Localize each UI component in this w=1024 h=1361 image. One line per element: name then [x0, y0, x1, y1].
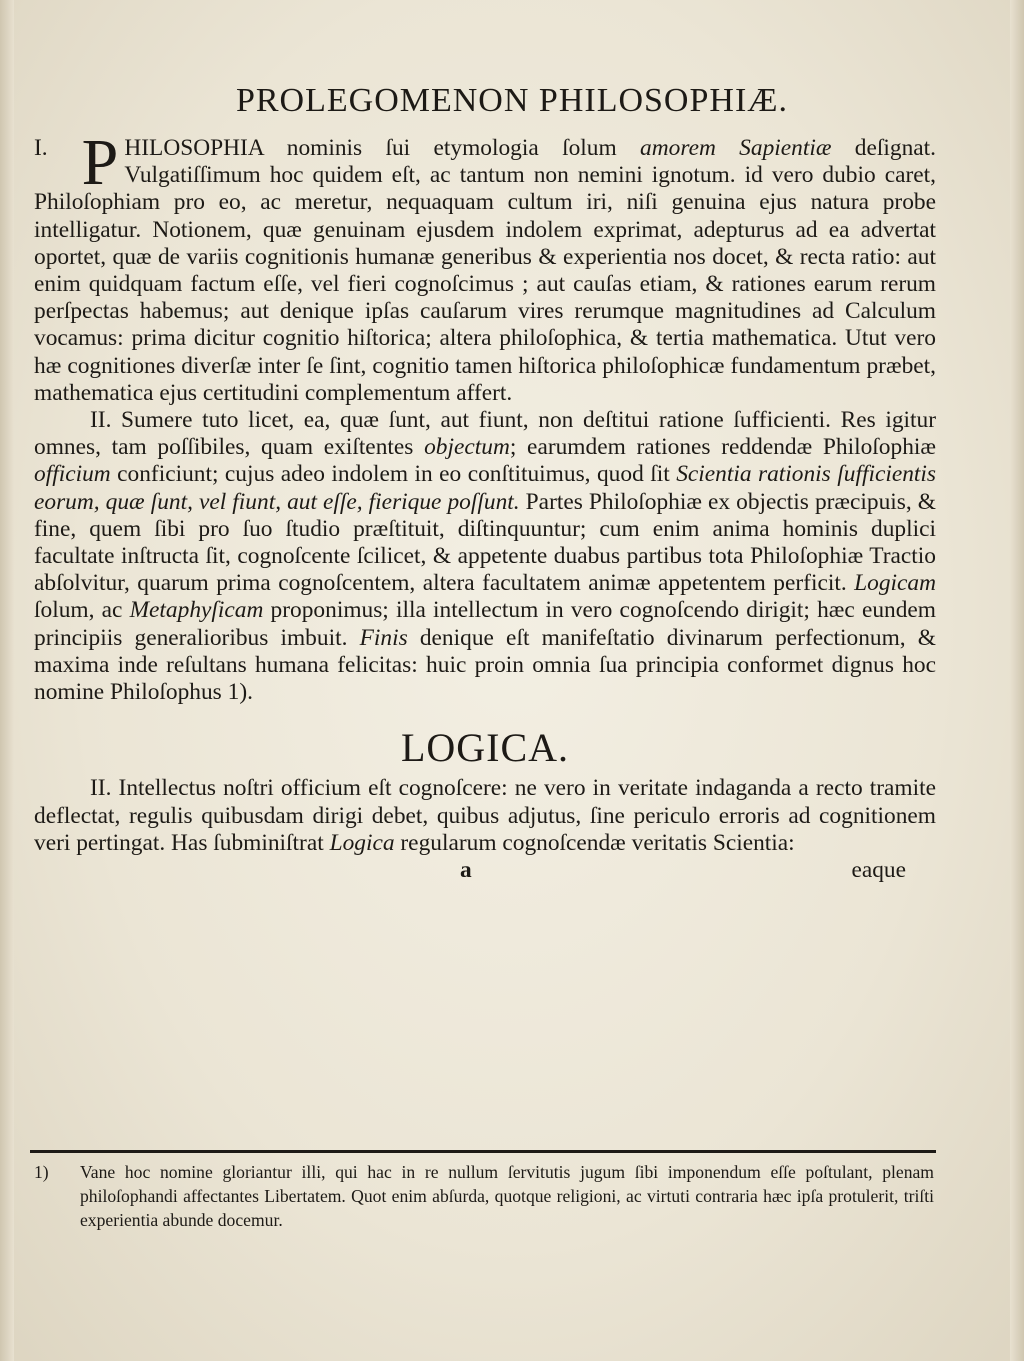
emphasis-logicam: Logicam	[854, 570, 936, 597]
page-title: PROLEGOMENON PHILOSOPHIÆ.	[235, 82, 789, 119]
catchword-line	[34, 857, 936, 884]
paragraph-1-text: deſignat. Vulgatiſſimum hoc quidem eſt, ac tantum non nemini ignotum. id vero dubio caret, Philoſophiam pro eo, ac meretur, nequaquam cultum iri, niſi genuina ejus natura probe intelligatur. Notionem, quæ genuinam ejusdem indolem exprimat, adepturus ad ea advertat oportet, quæ de variis cognitionis humanæ generibus & experientia nos docet, & recta ratio: aut enim quidquam factum eſſe, vel fieri cognoſcimus ; aut cauſas etiam, & rationes earum rerum perſpectas habemus; aut denique ipſas cauſarum vires rerumque magnitudines ad Calculum vocamus: prima dicitur cognitio hiſtorica; altera philoſophica, & tertia mathematica. Utut vero hæ cognitiones diverſæ inter ſe ſint, cognitio tamen hiſtorica philoſophicæ fundamentum præbet, mathematica ejus certitudini complementum affert.	[34, 135, 936, 406]
paragraph-3	[34, 775, 936, 857]
paragraph-2-text-b: ; earumdem rationes reddendæ Philoſophiæ	[509, 434, 936, 461]
drop-cap: P	[81, 126, 119, 199]
paragraph-2-text-g: denique eſt manifeſtatio divinarum perfectionum, & maxima inde reſultans humana felicitas: huic proin omnia ſua principia conformet dignus hoc nomine Philoſophus 1).	[34, 624, 936, 706]
main-text	[34, 126, 937, 884]
paragraph-1-lead: HILOSOPHIA nominis ſui etymologia ſolum	[124, 135, 641, 161]
paragraph-2-text-c: conficiunt; cujus adeo indolem in eo conſtituimus, quod ſit	[110, 461, 677, 488]
paragraph-3-text-a: II. Intellectus noſtri officium eſt cognoſcere: ne vero in veritate indaganda a recto tramite deflectat, regulis quibusdam dirigi debet, quibus adjutus, ſine periculo erroris ad cognitionem veri pertingat. Has ſubminiſtrat	[34, 775, 936, 856]
footnote-rule	[30, 1150, 936, 1153]
footnote-mark: 1)	[34, 1162, 49, 1182]
paragraph-2	[34, 407, 936, 706]
page-edge-left	[0, 0, 14, 1361]
emphasis-objectum: objectum	[424, 434, 510, 461]
catchword: eaque	[851, 857, 906, 884]
paragraph-1-emphasis: amorem Sapientiæ	[640, 135, 832, 161]
paragraph-number: I.	[34, 135, 48, 161]
paragraph-2-text-d: Partes Philoſophiæ ex objectis præcipuis, & fine, quem ſibi pro ſuo ſtudio præſtituit, diſtinquuntur; cum enim anima hominis duplici facultate inſtructa ſit, cognoſcente ſcilicet, & appetente duabus partibus tota Philoſophiæ Tractio abſolvitur, quarum prima cognoſcentem, altera facultatem animæ appetentem perficit.	[34, 488, 936, 597]
section-heading: LOGICA.	[400, 725, 570, 771]
footnote	[34, 1160, 934, 1232]
paragraph-2-text-a: II. Sumere tuto licet, ea, quæ ſunt, aut fiunt, non deſtitui ratione ſufficienti. Res igitur omnes, tam poſſibiles, quam exiſtentes	[34, 407, 936, 461]
emphasis-officium: officium	[34, 461, 111, 488]
emphasis-finis: Finis	[359, 624, 408, 651]
signature-mark: a	[460, 857, 472, 884]
paragraph-1	[34, 126, 936, 407]
emphasis-definition: Scientia rationis ſufficientis eorum, quæ ſunt, vel fiunt, aut eſſe, fierique poſſunt.	[34, 461, 936, 515]
footnote-text: Vane hoc nomine gloriantur illi, qui hac in re nullum ſervitutis jugum ſibi imponendum eſſe poſtulant, plenam philoſophandi affectantes Libertatem. Quot enim abſurda, quotque religioni, ac virtuti contraria hæc ipſa protulerit, triſti experientia abunde docemur.	[80, 1162, 934, 1230]
paragraph-2-text-f: proponimus; illa intellectum in vero cognoſcendo dirigit; hæc eundem principiis generalioribus imbuit.	[34, 597, 937, 651]
emphasis-logica: Logica	[329, 829, 395, 856]
page-edge-right	[1010, 0, 1024, 1361]
paragraph-2-text-e: ſolum, ac	[34, 597, 130, 624]
emphasis-metaphysicam: Metaphyſicam	[129, 597, 264, 624]
paragraph-3-text-b: regularum cognoſcendæ veritatis Scientia:	[394, 829, 795, 856]
